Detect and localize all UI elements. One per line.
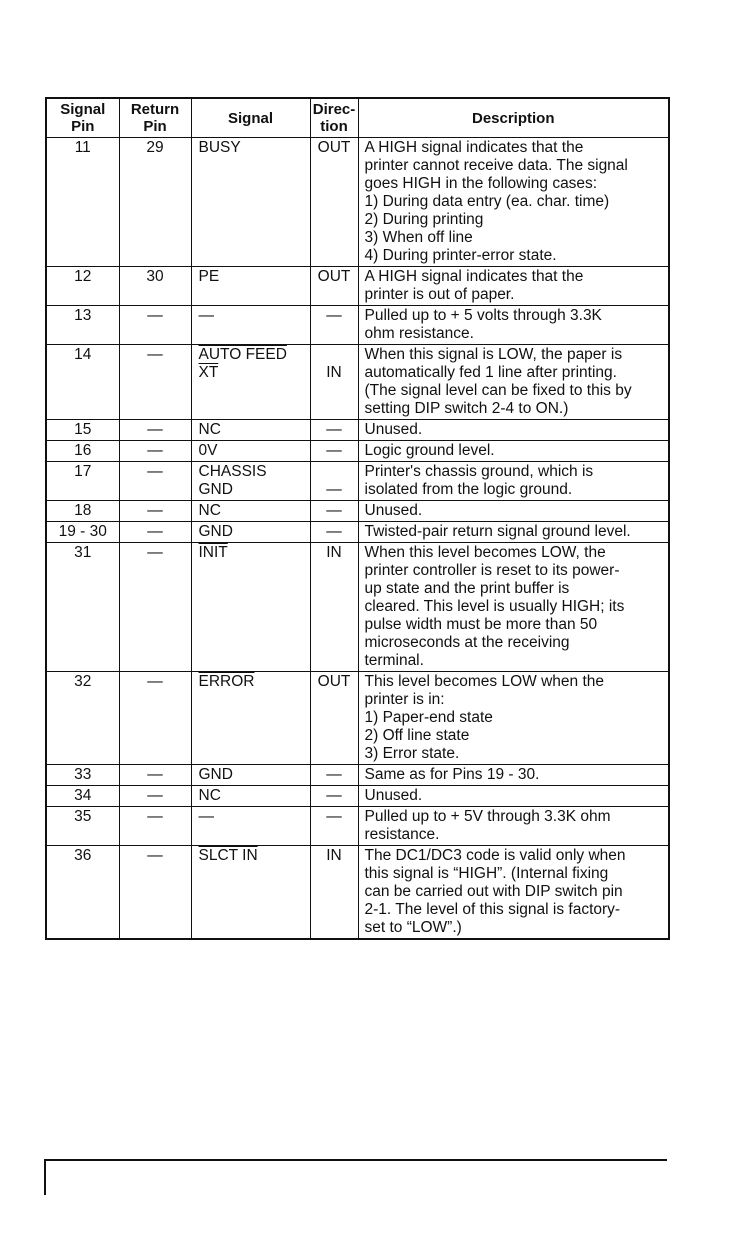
direction-value: IN (326, 364, 342, 381)
description-line: isolated from the logic ground. (364, 481, 573, 498)
signal-name-line: GND (198, 481, 233, 498)
header-signal: Signal (191, 98, 310, 138)
signal-pin-cell: 16 (46, 441, 119, 462)
signal-name-cell (191, 501, 310, 522)
direction-cell (310, 462, 358, 501)
return-pin-cell: — (119, 522, 191, 543)
return-pin-cell: — (119, 786, 191, 807)
direction-cell (310, 786, 358, 807)
direction-value: OUT (317, 268, 351, 285)
description-line: setting DIP switch 2-4 to ON.) (364, 400, 569, 417)
return-pin-cell: — (119, 846, 191, 940)
description-cell (358, 267, 669, 306)
signal-name-cell (191, 807, 310, 846)
description-line: (The signal level can be fixed to this by (364, 382, 632, 399)
description-line: This level becomes LOW when the (364, 673, 604, 690)
direction-value: IN (326, 847, 342, 864)
header-description: Description (358, 98, 669, 138)
interface-signal-table-wrapper (45, 97, 668, 940)
description-line: set to “LOW”.) (364, 919, 462, 936)
header-return-pin-line2: Pin (143, 118, 167, 135)
description-line: 1) During data entry (ea. char. time) (364, 193, 610, 210)
direction-cell (310, 420, 358, 441)
description-cell (358, 672, 669, 765)
description-cell (358, 441, 669, 462)
signal-name-cell (191, 543, 310, 672)
signal-pin-cell: 33 (46, 765, 119, 786)
direction-cell (310, 765, 358, 786)
table-row (46, 765, 669, 786)
direction-value: — (326, 808, 342, 825)
description-cell (358, 306, 669, 345)
return-pin-cell: — (119, 672, 191, 765)
description-line: this signal is “HIGH”. (Internal fixing (364, 865, 609, 882)
direction-cell (310, 306, 358, 345)
signal-pin-cell: 35 (46, 807, 119, 846)
signal-name-line: PE (198, 268, 220, 285)
description-cell (358, 846, 669, 940)
signal-name-cell (191, 138, 310, 267)
signal-name-line: 0V (198, 442, 218, 459)
table-body (46, 138, 669, 940)
signal-pin-cell: 36 (46, 846, 119, 940)
return-pin-cell: — (119, 420, 191, 441)
description-line: 2) During printing (364, 211, 484, 228)
signal-name-line: GND (198, 523, 233, 540)
return-pin-cell: — (119, 345, 191, 420)
signal-pin-cell: 34 (46, 786, 119, 807)
signal-name-line: BUSY (198, 139, 241, 156)
header-direction-line1: Direc- (312, 101, 356, 118)
signal-name-cell (191, 462, 310, 501)
header-direction-line2: tion (320, 118, 348, 135)
description-line: resistance. (364, 826, 440, 843)
description-line: When this level becomes LOW, the (364, 544, 606, 561)
footer-tick (44, 1159, 46, 1195)
description-line: 2-1. The level of this signal is factory- (364, 901, 621, 918)
direction-cell (310, 543, 358, 672)
signal-pin-cell: 12 (46, 267, 119, 306)
direction-value: — (326, 523, 342, 540)
direction-spacer (313, 463, 356, 481)
direction-value: — (326, 502, 342, 519)
table-row (46, 462, 669, 501)
description-line: Same as for Pins 19 - 30. (364, 766, 540, 783)
description-line: ohm resistance. (364, 325, 474, 342)
signal-name-line: CHASSIS (198, 463, 267, 480)
description-line: 1) Paper-end state (364, 709, 493, 726)
direction-value: IN (326, 544, 342, 561)
table-row (46, 501, 669, 522)
description-line: Pulled up to + 5 volts through 3.3K (364, 307, 602, 324)
signal-pin-cell: 19 - 30 (46, 522, 119, 543)
direction-value: OUT (317, 139, 351, 156)
signal-name-line: INIT (198, 544, 228, 561)
direction-value: — (326, 442, 342, 459)
table-row (46, 306, 669, 345)
table-row (46, 522, 669, 543)
signal-name-line: GND (198, 766, 233, 783)
signal-name-line: NC (198, 787, 221, 804)
signal-pin-cell: 31 (46, 543, 119, 672)
description-line: Pulled up to + 5V through 3.3K ohm (364, 808, 611, 825)
signal-name-cell (191, 522, 310, 543)
signal-pin-cell: 17 (46, 462, 119, 501)
direction-cell (310, 846, 358, 940)
direction-value: — (326, 307, 342, 324)
table-row (46, 138, 669, 267)
signal-name-cell (191, 267, 310, 306)
table-row (46, 786, 669, 807)
description-line: goes HIGH in the following cases: (364, 175, 598, 192)
direction-cell (310, 441, 358, 462)
signal-pin-cell: 18 (46, 501, 119, 522)
description-line: terminal. (364, 652, 424, 669)
description-cell (358, 807, 669, 846)
table-row (46, 441, 669, 462)
signal-name-line: AUTO FEED (198, 346, 287, 363)
signal-pin-cell: 14 (46, 345, 119, 420)
return-pin-cell: — (119, 462, 191, 501)
signal-pin-cell: 32 (46, 672, 119, 765)
description-line: Twisted-pair return signal ground level. (364, 523, 631, 540)
direction-value: — (326, 421, 342, 438)
signal-name-line: $\overline{XT}$ (198, 364, 219, 381)
description-line: cleared. This level is usually HIGH; its (364, 598, 625, 615)
signal-name-line: NC (198, 502, 221, 519)
description-line: When this signal is LOW, the paper is (364, 346, 623, 363)
direction-value: OUT (317, 673, 351, 690)
direction-value: — (326, 481, 342, 498)
description-line: The DC1/DC3 code is valid only when (364, 847, 626, 864)
direction-cell (310, 522, 358, 543)
direction-cell (310, 267, 358, 306)
return-pin-cell: — (119, 765, 191, 786)
return-pin-cell: — (119, 543, 191, 672)
description-line: A HIGH signal indicates that the (364, 139, 584, 156)
signal-name-line: ERROR (198, 673, 255, 690)
description-cell (358, 462, 669, 501)
signal-name-cell (191, 345, 310, 420)
header-return-pin (119, 98, 191, 138)
description-line: automatically fed 1 line after printing. (364, 364, 617, 381)
description-line: Unused. (364, 421, 423, 438)
description-line: can be carried out with DIP switch pin (364, 883, 623, 900)
description-line: Unused. (364, 502, 423, 519)
description-cell (358, 420, 669, 441)
signal-name-line: NC (198, 421, 221, 438)
description-line: 4) During printer-error state. (364, 247, 557, 264)
direction-cell (310, 807, 358, 846)
interface-signal-table (45, 97, 670, 940)
signal-name-line: SLCT IN (198, 847, 258, 864)
description-line: up state and the print buffer is (364, 580, 570, 597)
description-cell (358, 765, 669, 786)
signal-pin-cell: 13 (46, 306, 119, 345)
direction-spacer (313, 346, 356, 364)
signal-pin-cell: 11 (46, 138, 119, 267)
signal-name-cell (191, 306, 310, 345)
signal-pin-cell: 15 (46, 420, 119, 441)
description-line: Unused. (364, 787, 423, 804)
table-row (46, 420, 669, 441)
header-return-pin-line1: Return (130, 101, 180, 118)
return-pin-cell: — (119, 441, 191, 462)
description-line: microseconds at the receiving (364, 634, 570, 651)
signal-name-line: — (198, 808, 214, 825)
footer-rule (44, 1159, 667, 1161)
table-row (46, 846, 669, 940)
description-line: Logic ground level. (364, 442, 495, 459)
description-line: Printer's chassis ground, which is (364, 463, 594, 480)
direction-cell (310, 345, 358, 420)
return-pin-cell: 30 (119, 267, 191, 306)
signal-name-cell (191, 441, 310, 462)
description-line: printer is in: (364, 691, 445, 708)
description-line: A HIGH signal indicates that the (364, 268, 584, 285)
return-pin-cell: — (119, 501, 191, 522)
direction-value: — (326, 787, 342, 804)
description-line: printer is out of paper. (364, 286, 515, 303)
signal-name-cell (191, 420, 310, 441)
table-header-row (46, 98, 669, 138)
direction-cell (310, 138, 358, 267)
description-cell (358, 138, 669, 267)
table-row (46, 267, 669, 306)
signal-name-line: — (198, 307, 214, 324)
direction-cell (310, 501, 358, 522)
return-pin-cell: — (119, 306, 191, 345)
header-signal-pin-line2: Pin (71, 118, 95, 135)
description-line: 2) Off line state (364, 727, 470, 744)
description-line: 3) When off line (364, 229, 473, 246)
description-line: printer cannot receive data. The signal (364, 157, 628, 174)
signal-name-cell (191, 786, 310, 807)
signal-name-cell (191, 765, 310, 786)
header-signal-pin (46, 98, 119, 138)
table-row (46, 543, 669, 672)
description-cell (358, 501, 669, 522)
description-cell (358, 543, 669, 672)
table-row (46, 672, 669, 765)
table-row (46, 807, 669, 846)
direction-value: — (326, 766, 342, 783)
header-signal-pin-line1: Signal (60, 101, 106, 118)
return-pin-cell: 29 (119, 138, 191, 267)
description-cell (358, 786, 669, 807)
signal-name-cell (191, 672, 310, 765)
description-line: printer controller is reset to its power- (364, 562, 620, 579)
return-pin-cell: — (119, 807, 191, 846)
description-line: 3) Error state. (364, 745, 460, 762)
description-cell (358, 522, 669, 543)
table-row (46, 345, 669, 420)
description-cell (358, 345, 669, 420)
description-line: pulse width must be more than 50 (364, 616, 598, 633)
signal-name-cell (191, 846, 310, 940)
direction-cell (310, 672, 358, 765)
header-direction (310, 98, 358, 138)
